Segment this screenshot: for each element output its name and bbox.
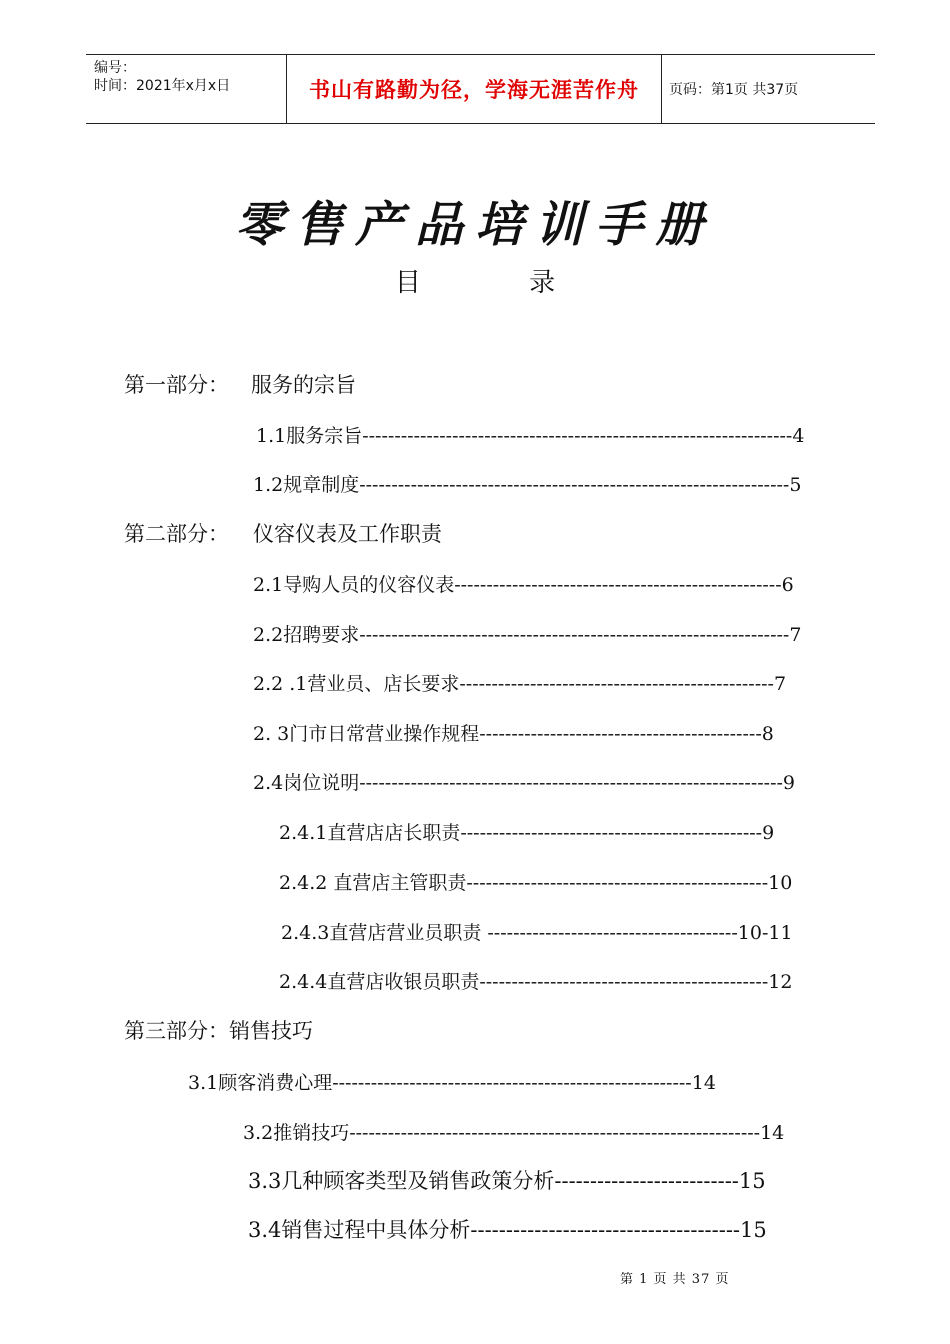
toc-entry-3-2: 3.2推销技巧----------------------------------------------------------------14: [243, 1122, 785, 1144]
document-title: 零售产品培训手册: [234, 197, 715, 253]
toc-entry-2-3: 2. 3门市日常营业操作规程--------------------------------------------8: [253, 723, 774, 745]
toc-entry-2-4-3: 2.4.3直营店营业员职责 ---------------------------------------10-11: [281, 922, 793, 944]
toc-entry-2-1: 2.1导购人员的仪容仪表---------------------------------------------------6: [253, 574, 794, 596]
motto-text: 书山有路勤为径，学海无涯苦作舟: [309, 78, 639, 102]
toc-entry-2-2-1: 2.2 .1营业员、店长要求-------------------------------------------------7: [253, 673, 787, 695]
part-title: 销售技巧: [229, 1019, 313, 1043]
part-title: 仪容仪表及工作职责: [253, 522, 442, 546]
header-motto-cell: [286, 55, 662, 123]
page-footer: 第 1 页 共 37 页: [620, 1272, 730, 1287]
toc-entry-3-3: 3.3几种顾客类型及销售政策分析--------------------------15: [248, 1169, 766, 1193]
toc-part-3: [124, 1015, 313, 1045]
toc-entry-3-4: 3.4销售过程中具体分析--------------------------------------15: [248, 1218, 767, 1242]
part-title: 服务的宗旨: [251, 373, 356, 397]
toc-heading: 目 录: [394, 268, 606, 298]
number-label: 编号：: [94, 60, 136, 76]
header-table: [86, 54, 875, 124]
header-meta-cell: [86, 55, 286, 123]
toc-entry-2-4-2: 2.4.2 直营店主管职责-----------------------------------------------10: [279, 872, 793, 894]
toc-entry-2-4-1: 2.4.1直营店店长职责-----------------------------------------------9: [279, 822, 775, 844]
page-info: 页码：第1页 共37页: [669, 82, 799, 98]
header-page-cell: [661, 55, 875, 123]
part-label: 第一部分：: [124, 373, 229, 397]
toc-entry-2-2: 2.2招聘要求-------------------------------------------------------------------7: [253, 624, 802, 646]
date-label: 时间：2021年x月x日: [94, 78, 231, 94]
toc-entry-1-1: 1.1服务宗旨-------------------------------------------------------------------4: [256, 425, 805, 447]
toc-entry-1-2: 1.2规章制度-------------------------------------------------------------------5: [253, 474, 802, 496]
part-label: 第三部分：: [124, 1019, 229, 1043]
toc-part-2: [124, 518, 442, 548]
toc-part-1: [124, 369, 356, 399]
toc-entry-3-1: 3.1顾客消费心理--------------------------------------------------------14: [188, 1072, 716, 1094]
toc-entry-2-4: 2.4岗位说明------------------------------------------------------------------9: [253, 772, 796, 794]
part-label: 第二部分：: [124, 522, 229, 546]
toc-entry-2-4-4: 2.4.4直营店收银员职责---------------------------------------------12: [279, 971, 793, 993]
